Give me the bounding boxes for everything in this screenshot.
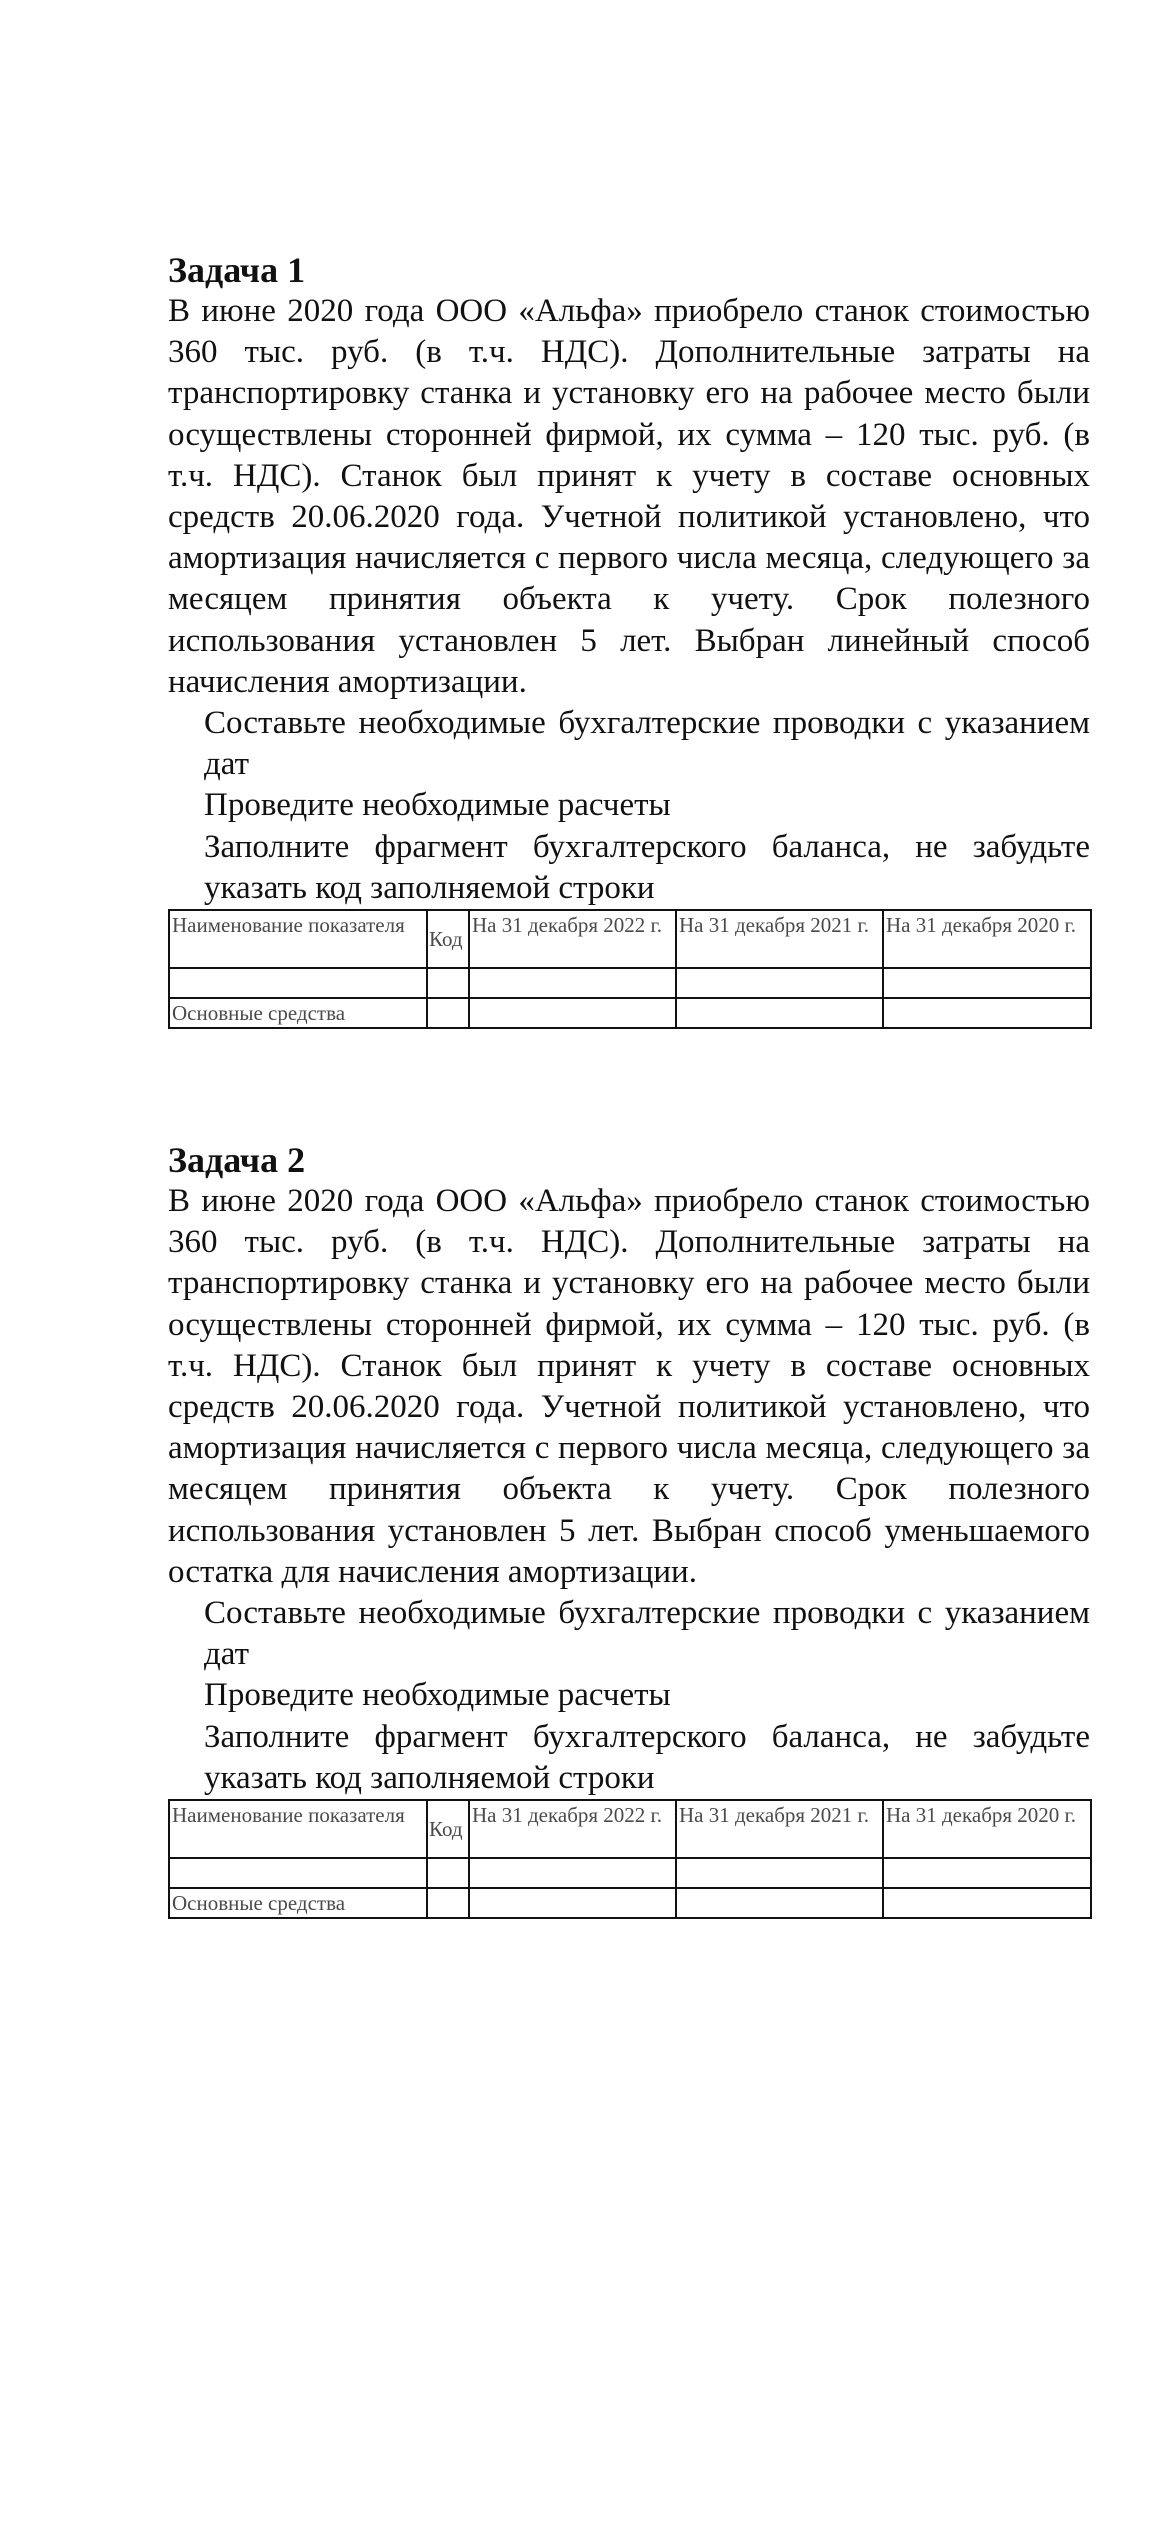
instruction-item: Проведите необходимые расчеты (204, 787, 671, 824)
instruction-item: Заполните фрагмент бухгалтерского баланса, не забудьте указать код заполняемой строки (204, 828, 1090, 906)
table-row (169, 1858, 1091, 1888)
column-header-2020: На 31 декабря 2020 г. (883, 910, 1091, 968)
column-header-2021: На 31 декабря 2021 г. (676, 1800, 883, 1858)
column-header-code: Код (427, 910, 469, 968)
table-cell[interactable] (883, 998, 1091, 1028)
instructions-list (168, 1593, 1090, 1799)
task-text: В июне 2020 года ООО «Альфа» приобрело станок стоимостью 360 тыс. руб. (в т.ч. НДС). Дополнительные затраты на транспортировку станка и установку его на рабочее место были осуществлены сторонней фирмой, их сумма – 120 тыс. руб. (в т.ч. НДС). Станок был принят к учету в составе основных средств 20.06.2020 года. Учетной политикой установлено, что амортизация начисляется с первого числа месяца, следующего за месяцем принятия объекта к учету. Срок полезного использования установлен 5 лет. Выбран способ уменьшаемого остатка для начисления амортизации. (168, 1183, 1090, 1590)
table-cell[interactable] (427, 998, 469, 1028)
column-header-2022: На 31 декабря 2022 г. (469, 910, 676, 968)
table-cell[interactable] (169, 968, 427, 998)
instruction-item: Составьте необходимые бухгалтерские проводки с указанием дат (204, 1595, 1090, 1673)
column-header-2020: На 31 декабря 2020 г. (883, 1800, 1091, 1858)
table-row (169, 998, 1091, 1028)
table-row (169, 968, 1091, 998)
task-title: Задача 1 (168, 250, 306, 290)
task-text: В июне 2020 года ООО «Альфа» приобрело станок стоимостью 360 тыс. руб. (в т.ч. НДС). Дополнительные затраты на транспортировку станка и установку его на рабочее место были осуществлены сторонней фирмой, их сумма – 120 тыс. руб. (в т.ч. НДС). Станок был принят к учету в составе основных средств 20.06.2020 года. Учетной политикой установлено, что амортизация начисляется с первого числа месяца, следующего за месяцем принятия объекта к учету. Срок полезного использования установлен 5 лет. Выбран линейный способ начисления амортизации. (168, 293, 1090, 700)
balance-table (168, 1799, 1092, 1919)
instructions-list (168, 703, 1090, 909)
column-header-2022: На 31 декабря 2022 г. (469, 1800, 676, 1858)
instruction-item: Заполните фрагмент бухгалтерского баланса, не забудьте указать код заполняемой строки (204, 1718, 1090, 1796)
table-cell[interactable] (676, 1888, 883, 1918)
table-cell[interactable] (676, 1858, 883, 1888)
table-cell[interactable] (469, 998, 676, 1028)
table-header-row (169, 910, 1091, 968)
table-cell[interactable] (676, 998, 883, 1028)
row-label: Основные средства (169, 1888, 427, 1918)
table-cell[interactable] (469, 1858, 676, 1888)
instruction-item: Проведите необходимые расчеты (204, 1677, 671, 1714)
instruction-item: Составьте необходимые бухгалтерские проводки с указанием дат (204, 705, 1090, 783)
task-title: Задача 2 (168, 1140, 306, 1180)
row-label: Основные средства (169, 998, 427, 1028)
table-cell[interactable] (883, 1888, 1091, 1918)
column-header-2021: На 31 декабря 2021 г. (676, 910, 883, 968)
table-row (169, 1888, 1091, 1918)
table-cell[interactable] (883, 968, 1091, 998)
column-header-indicator: Наименование показателя (169, 910, 427, 968)
table-cell[interactable] (427, 1888, 469, 1918)
table-cell[interactable] (427, 968, 469, 998)
table-cell[interactable] (169, 1858, 427, 1888)
table-cell[interactable] (883, 1858, 1091, 1888)
balance-table (168, 909, 1092, 1029)
task-1 (168, 250, 1090, 1029)
table-header-row (169, 1800, 1091, 1858)
column-header-code: Код (427, 1800, 469, 1858)
task-2 (168, 1140, 1090, 1919)
table-cell[interactable] (469, 968, 676, 998)
table-cell[interactable] (676, 968, 883, 998)
table-cell[interactable] (469, 1888, 676, 1918)
table-cell[interactable] (427, 1858, 469, 1888)
column-header-indicator: Наименование показателя (169, 1800, 427, 1858)
